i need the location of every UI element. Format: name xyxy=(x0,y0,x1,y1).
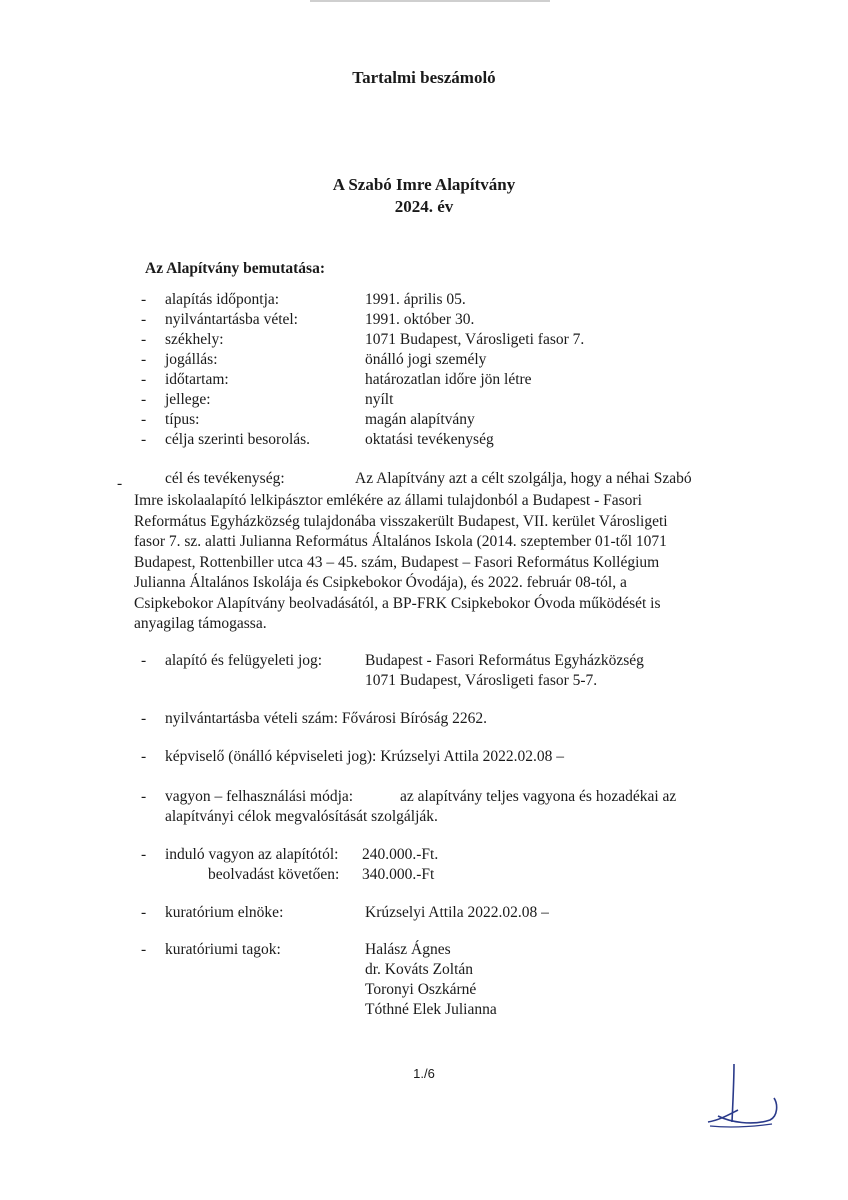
info-label: típus: xyxy=(165,411,200,428)
goal-first-line xyxy=(165,470,745,488)
info-value: 1991. október 30. xyxy=(365,311,475,328)
info-label: időtartam: xyxy=(165,371,229,388)
list-dash: - xyxy=(117,475,123,492)
board-members-label: kuratóriumi tagok: xyxy=(165,941,281,958)
info-value: határozatlan időre jön létre xyxy=(365,371,532,388)
report-year: 2024. év xyxy=(394,197,454,216)
info-label: jellege: xyxy=(165,391,211,408)
list-dash: - xyxy=(141,391,147,408)
info-label: célja szerinti besorolás. xyxy=(165,431,311,448)
board-member: Tóthné Elek Julianna xyxy=(365,1001,497,1018)
foundation-name: A Szabó Imre Alapítvány xyxy=(332,175,516,194)
founder-name: Budapest - Fasori Református Egyházközség xyxy=(365,652,644,669)
goal-line: anyagilag támogassa. xyxy=(134,615,267,632)
after-merger-label: beolvadást követően: xyxy=(208,866,340,883)
info-value: oktatási tevékenység xyxy=(365,431,494,448)
page-number: 1./6 xyxy=(413,1066,435,1081)
initial-assets-label: induló vagyon az alapítótól: xyxy=(165,846,339,863)
assets-line2: alapítványi célok megvalósítását szolgálják. xyxy=(165,808,438,825)
info-label: alapítás időpontja: xyxy=(165,291,280,308)
info-label: nyilvántartásba vétel: xyxy=(165,311,298,328)
list-dash: - xyxy=(141,291,147,308)
founder-label: alapító és felügyeleti jog: xyxy=(165,652,323,669)
board-member: Toronyi Oszkárné xyxy=(365,981,477,998)
registry-text: nyilvántartásba vételi szám: Fővárosi Bíróság 2262. xyxy=(165,710,487,727)
info-value: magán alapítvány xyxy=(365,411,475,428)
list-dash: - xyxy=(141,331,147,348)
goal-line: Julianna Általános Iskolája és Csipkebokor Óvodája), és 2022. február 08-tól, a xyxy=(134,574,627,591)
section-heading: Az Alapítvány bemutatása: xyxy=(145,260,325,277)
document-title: Tartalmi beszámoló xyxy=(352,68,496,87)
info-value: nyílt xyxy=(365,391,394,408)
representative-text: képviselő (önálló képviseleti jog): Krúzselyi Attila 2022.02.08 – xyxy=(165,748,565,765)
assets-label: vagyon – felhasználási módja: xyxy=(165,788,354,805)
info-label: jogállás: xyxy=(165,351,218,368)
signature-initials xyxy=(700,1060,790,1140)
list-dash: - xyxy=(141,431,147,448)
list-dash: - xyxy=(141,941,147,958)
initial-assets-value: 240.000.-Ft. xyxy=(362,846,439,863)
list-dash: - xyxy=(141,311,147,328)
goal-line: Imre iskolaalapító lelkipásztor emlékére az állami tulajdonból a Budapest - Fasori xyxy=(134,492,642,509)
goal-paragraph xyxy=(134,491,734,635)
info-value: 1071 Budapest, Városligeti fasor 7. xyxy=(365,331,585,348)
goal-line: Budapest, Rottenbiller utca 43 – 45. szám, Budapest – Fasori Református Kollégium xyxy=(134,553,660,571)
scan-artifact xyxy=(310,0,550,2)
info-label: székhely: xyxy=(165,331,224,348)
list-dash: - xyxy=(141,411,147,428)
goal-label: cél és tevékenység: xyxy=(165,470,285,487)
list-dash: - xyxy=(141,371,147,388)
goal-line: Református Egyházközség tulajdonába visszakerült Budapest, VII. kerület Városligeti xyxy=(134,512,668,530)
list-dash: - xyxy=(141,788,147,805)
assets-value: az alapítvány teljes vagyona és hozadékai az xyxy=(400,788,677,805)
founder-address: 1071 Budapest, Városligeti fasor 5-7. xyxy=(365,672,598,689)
list-dash: - xyxy=(141,652,147,669)
list-dash: - xyxy=(141,846,147,863)
board-member: dr. Kováts Zoltán xyxy=(365,961,474,978)
list-dash: - xyxy=(141,351,147,368)
after-merger-value: 340.000.-Ft xyxy=(362,866,435,883)
goal-line: fasor 7. sz. alatti Julianna Református Általános Iskola (2014. szeptember 01-től 1071 xyxy=(134,533,667,550)
list-dash: - xyxy=(141,748,147,765)
goal-text-start: Az Alapítvány azt a célt szolgálja, hogy a néhai Szabó xyxy=(355,470,692,487)
list-dash: - xyxy=(141,710,147,727)
info-value: 1991. április 05. xyxy=(365,291,466,308)
board-member: Halász Ágnes xyxy=(365,941,451,958)
board-chair-label: kuratórium elnöke: xyxy=(165,904,284,921)
board-chair-value: Krúzselyi Attila 2022.02.08 – xyxy=(365,904,549,921)
info-value: önálló jogi személy xyxy=(365,351,487,368)
list-dash: - xyxy=(141,904,147,921)
goal-line: Csipkebokor Alapítvány beolvadásától, a BP-FRK Csipkebokor Óvoda működését is xyxy=(134,594,661,612)
